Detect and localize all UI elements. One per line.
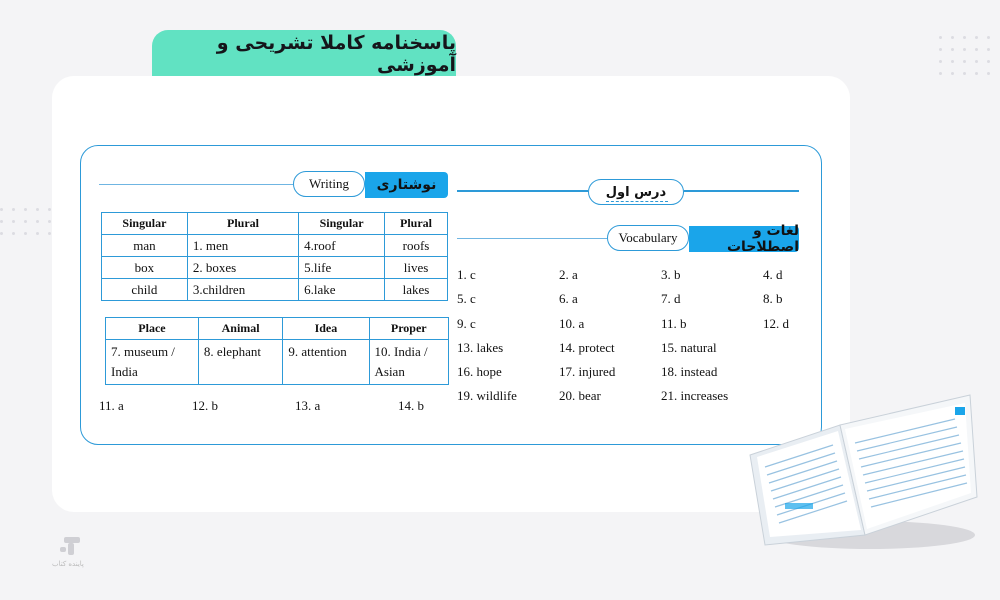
table-cell: 5.life — [299, 257, 385, 279]
vocab-answer: 21. increases — [661, 388, 729, 403]
vocab-answer: 15. natural — [661, 340, 717, 355]
writing-answer: 14. b — [398, 398, 424, 413]
writing-answer: 13. a — [295, 398, 321, 413]
decorative-dots-left — [0, 208, 51, 235]
lesson-divider-right — [684, 190, 799, 192]
lesson-divider-left — [457, 190, 588, 192]
table-header-cell: Singular — [102, 213, 188, 235]
table-cell: 6.lake — [299, 279, 385, 301]
table-cell: man — [102, 235, 188, 257]
lesson-badge: درس اول — [588, 179, 684, 205]
table-cell: child — [102, 279, 188, 301]
cell-line: 7. museum / — [111, 344, 175, 359]
table-header-cell: Plural — [187, 213, 298, 235]
open-book-illustration — [745, 385, 985, 555]
table-header-cell: Animal — [198, 318, 282, 340]
writing-answer: 11. a — [99, 398, 124, 413]
table-cell — [369, 340, 449, 385]
cell-line: 9. attention — [288, 344, 347, 359]
vocab-answer: 6. a — [559, 291, 578, 306]
table-cell: roofs — [385, 235, 448, 257]
table-row — [102, 257, 448, 279]
vocab-answer: 12. d — [763, 316, 789, 331]
vocab-answer: 20. bear — [559, 388, 601, 403]
table-cell: 3.children — [187, 279, 298, 301]
writing-divider — [99, 184, 293, 185]
table-row — [106, 340, 449, 385]
table-row — [102, 279, 448, 301]
writing-answer: 12. b — [192, 398, 218, 413]
vocab-answer: 2. a — [559, 267, 578, 282]
vocabulary-divider — [457, 238, 607, 239]
writing-label-en: Writing — [293, 171, 365, 197]
table-header-cell: Proper — [369, 318, 449, 340]
vocab-answer: 18. instead — [661, 364, 718, 379]
cell-line: 8. elephant — [203, 344, 261, 359]
table-cell: 4.roof — [299, 235, 385, 257]
table-cell: 1. men — [187, 235, 298, 257]
vocab-answer: 1. c — [457, 267, 476, 282]
table-header-cell: Idea — [283, 318, 369, 340]
singular-plural-table — [101, 212, 448, 301]
table-header-row — [106, 318, 449, 340]
vocab-answer: 16. hope — [457, 364, 502, 379]
table-cell: 2. boxes — [187, 257, 298, 279]
brand-logo-icon — [58, 535, 88, 559]
vocabulary-label-en: Vocabulary — [607, 225, 689, 251]
vocab-answer: 5. c — [457, 291, 476, 306]
cell-line: Asian — [374, 364, 405, 379]
vocab-answer: 13. lakes — [457, 340, 504, 355]
vocab-answer: 14. protect — [559, 340, 615, 355]
table-cell: lives — [385, 257, 448, 279]
vocab-answer: 9. c — [457, 316, 476, 331]
vocab-answer: 8. b — [763, 291, 783, 306]
lesson-badge-underline — [606, 201, 668, 202]
table-header-row — [102, 213, 448, 235]
table-cell — [283, 340, 369, 385]
vocab-answer: 17. injured — [559, 364, 616, 379]
table-cell — [198, 340, 282, 385]
noun-category-table — [105, 317, 449, 385]
decorative-dots-right — [939, 36, 990, 75]
table-cell: box — [102, 257, 188, 279]
vocab-answer: 10. a — [559, 316, 585, 331]
table-header-cell: Plural — [385, 213, 448, 235]
table-header-cell: Place — [106, 318, 199, 340]
vocab-answer: 11. b — [661, 316, 687, 331]
cell-line: 10. India / — [374, 344, 428, 359]
vocab-answer: 7. d — [661, 291, 681, 306]
table-cell — [106, 340, 199, 385]
brand-caption: پاینده کتاب — [52, 560, 84, 568]
table-cell: lakes — [385, 279, 448, 301]
vocab-answer: 3. b — [661, 267, 681, 282]
writing-label-fa: نوشتاری — [365, 172, 448, 198]
table-row — [102, 235, 448, 257]
table-header-cell: Singular — [299, 213, 385, 235]
cell-line: India — [111, 364, 138, 379]
page-title-tab: پاسخنامه کاملا تشریحی و آموزشی — [152, 30, 456, 78]
vocabulary-label-fa: لغات و اصطلاحات — [689, 226, 799, 252]
vocab-answer: 4. d — [763, 267, 783, 282]
vocab-answer: 19. wildlife — [457, 388, 517, 403]
